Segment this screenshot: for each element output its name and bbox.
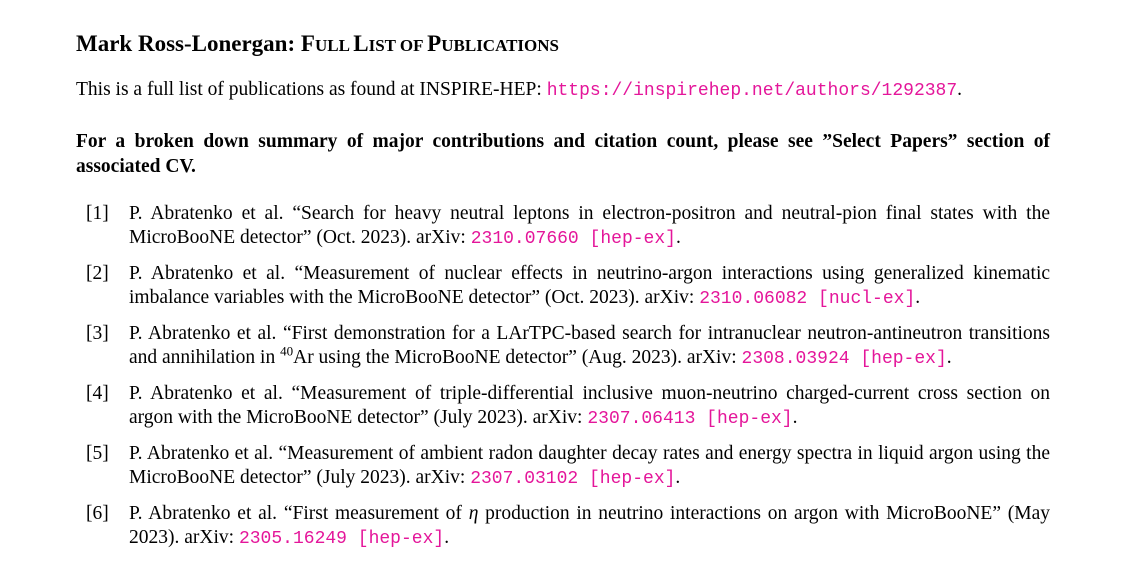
- publication-number: [1]: [86, 203, 109, 224]
- publication-number: [4]: [86, 383, 109, 404]
- publication-list: [76, 202, 1050, 562]
- publication-item: [4] P. Abratenko et al. “Measurement of triple-differential inclusive muon-neutrino charged-current cross section on argon with the MicroBooNE detector” (July 2023). arXiv: 2307.06413 [hep-ex].: [86, 383, 1051, 429]
- author-name: Mark Ross-Lonergan:: [76, 31, 296, 56]
- title-part: L: [353, 31, 369, 56]
- intro-text: This is a full list of publications as found at INSPIRE-HEP:: [76, 79, 547, 100]
- eta-symbol: η: [468, 503, 479, 524]
- arxiv-label: arXiv:: [532, 407, 583, 428]
- document-page: [76, 28, 1051, 549]
- arxiv-link[interactable]: 2310.06082 [nucl-ex]: [699, 289, 916, 309]
- publication-authors: P. Abratenko et al.: [129, 263, 286, 284]
- arxiv-link[interactable]: 2310.07660 [hep-ex]: [470, 229, 676, 249]
- title-smallcaps: [301, 31, 559, 56]
- publication-title: “First measurement of η production in neutrino interactions on argon with MicroBooNE”: [283, 503, 1001, 524]
- arxiv-label: arXiv:: [644, 287, 695, 308]
- arxiv-link[interactable]: 2305.16249 [hep-ex]: [238, 529, 445, 549]
- arxiv-label: arXiv:: [416, 227, 466, 248]
- publication-date: (July 2023).: [433, 407, 528, 428]
- publication-authors: P. Abratenko et al.: [129, 503, 278, 524]
- title-part: ULL: [314, 36, 354, 55]
- publication-title: “Measurement of triple-differential inclusive muon-neutrino charged-current cross section on argon with the MicroBooNE detector”: [129, 383, 1051, 428]
- arxiv-link[interactable]: 2307.03102 [hep-ex]: [470, 469, 676, 489]
- publication-date: (Aug. 2023).: [581, 347, 682, 368]
- publication-authors: P. Abratenko et al.: [129, 383, 283, 404]
- publication-item: [2] P. Abratenko et al. “Measurement of nuclear effects in neutrino-argon interactions using generalized kinematic imbalance variables with the MicroBooNE detector” (Oct. 2023). arXiv: 2310.06082 [nucl-ex].: [86, 263, 1051, 309]
- publication-title: “Measurement of ambient radon daughter decay rates and energy spectra in liquid argon using the MicroBooNE detector”: [129, 443, 1050, 488]
- title-part: P: [427, 31, 442, 56]
- title-part: IST OF: [368, 36, 428, 55]
- publication-date: (Oct. 2023).: [544, 287, 640, 308]
- inspire-link[interactable]: https://inspirehep.net/authors/1292387: [546, 81, 958, 101]
- publication-number: [2]: [86, 263, 109, 284]
- arxiv-label: arXiv:: [686, 347, 737, 368]
- publication-title: “Measurement of nuclear effects in neutrino-argon interactions using generalized kinematic imbalance variables with the MicroBooNE detector”: [129, 263, 1051, 308]
- publication-item: [3] P. Abratenko et al. “First demonstration for a LArTPC-based search for intranuclear neutron-antineutron transitions and annihilation in $^{40}$Ar using the MicroBooNE detector” (Aug. 2023). arXiv: 2308.03924 [hep-ex].: [86, 323, 1050, 369]
- publication-item: [1] P. Abratenko et al. “Search for heavy neutral leptons in electron-positron and neutral-pion final states with the MicroBooNE detector” (Oct. 2023). arXiv: 2310.07660 [hep-ex].: [86, 203, 1051, 249]
- publication-date: (July 2023).: [316, 467, 411, 488]
- publication-title: “Search for heavy neutral leptons in electron-positron and neutral-pion final states with the MicroBooNE detector”: [129, 203, 1051, 248]
- publication-authors: P. Abratenko et al.: [129, 203, 284, 224]
- arxiv-link[interactable]: 2308.03924 [hep-ex]: [741, 349, 947, 369]
- page-title: [76, 28, 1050, 62]
- publication-number: [3]: [86, 323, 109, 344]
- publication-date: (May 2023).: [129, 503, 1050, 548]
- arxiv-label: arXiv:: [415, 467, 466, 488]
- publication-item: [5] P. Abratenko et al. “Measurement of ambient radon daughter decay rates and energy spectra in liquid argon using the MicroBooNE detector” (July 2023). arXiv: 2307.03102 [hep-ex].: [86, 443, 1050, 489]
- publication-authors: P. Abratenko et al.: [129, 323, 277, 344]
- publication-item: [6] P. Abratenko et al. “First measurement of η production in neutrino interactions on argon with MicroBooNE” (May 2023). arXiv: 2305.16249 [hep-ex].: [86, 503, 1050, 549]
- title-part: UBLICATIONS: [441, 36, 560, 55]
- intro-paragraph: [76, 77, 1050, 104]
- publication-number: [6]: [86, 503, 109, 524]
- summary-note: For a broken down summary of major contributions and citation count, please see ”Select Papers” section of associated CV.: [76, 131, 1050, 177]
- publication-number: [5]: [86, 443, 109, 464]
- publication-title: “First demonstration for a LArTPC-based search for intranuclear neutron-antineutron transitions and annihilation in $^{40}$Ar using the MicroBooNE detector”: [129, 323, 1050, 368]
- isotope-superscript: 40: [280, 343, 294, 359]
- publication-authors: P. Abratenko et al.: [129, 443, 274, 464]
- arxiv-label: arXiv:: [184, 527, 235, 548]
- arxiv-link[interactable]: 2307.06413 [hep-ex]: [587, 409, 793, 429]
- publication-date: (Oct. 2023).: [316, 227, 412, 248]
- title-part: F: [300, 31, 315, 56]
- intro-suffix: .: [957, 79, 963, 100]
